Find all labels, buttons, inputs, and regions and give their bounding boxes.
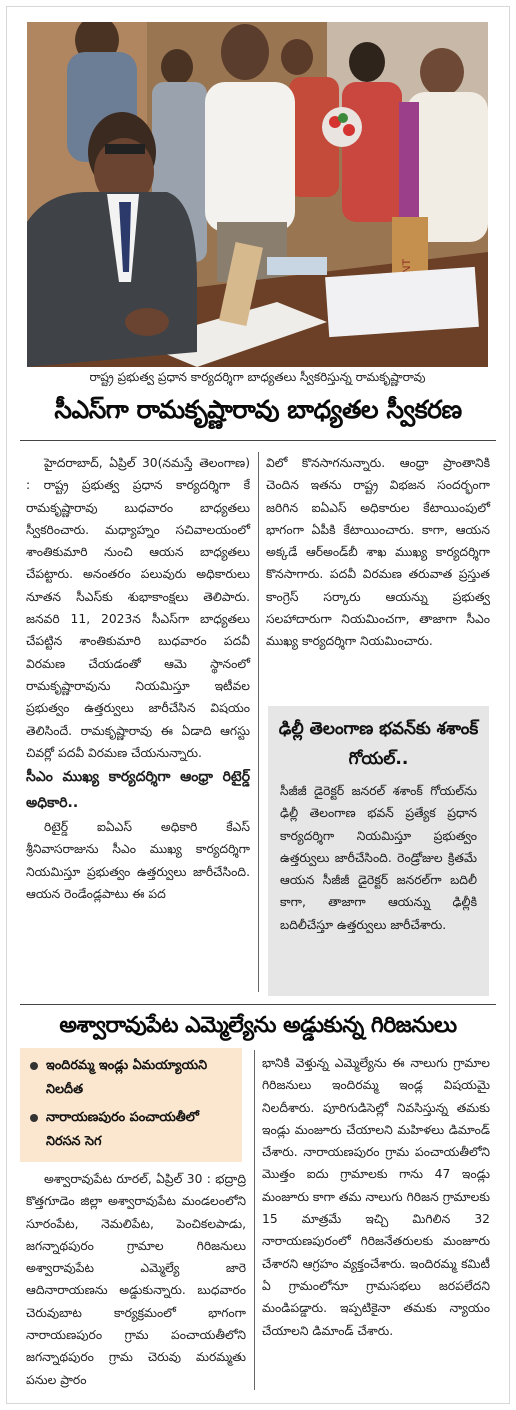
article2-para2: భానికి వెళ్తున్న ఎమ్మెల్యేను ఈ నాలుగు గ్రామాల గిరిజనులు ఇందిరమ్మ ఇండ్ల విషయమై నిలదీశారు. పూరిగుడిసెల్లో నివసిస్తున్న తమకు ఇండ్లు మంజూరు చేయాలని మహిళలు డిమాండ్ చేశారు. నారాయణపురం గ్రామ పంచాయతీలోని మొత్తం ఐదు గ్రామాలకు గాను 47 ఇండ్లు మంజూరు కాగా తమ నాలుగు గిరిజన గ్రామాలకు 15 మాత్రమే ఇచ్చి మిగిలిన 32 నారాయణపురంలో గిరిజనేతరులకు మంజూరు చేశారని ఆగ్రహం వ్యక్తంచేశారు. ఇందిరమ్మ కమిటీ ఏ గ్రామంలోనూ గ్రామసభలు జరపలేదని మండిపడ్డారు. ఇప్పటికైనా తమకు న్యాయం చేయాలని డిమాండ్ చేశారు. <box>262 1056 490 1338</box>
highlights-box <box>20 1048 242 1162</box>
article2-para1: అశ్వారావుపేట రూరల్, ఏప్రిల్ 30 : భద్రాద్రి కొత్తగూడెం జిల్లా అశ్వారావుపేట మండలంలోని సూరంపేట, నెమలిపేట, పెంచికలపాడు, జగన్నాథపురం గ్రామాల గిరిజనులు అశ్వారావుపేట ఎమ్మెల్యే జారె ఆదినారాయణను అడ్డుకున్నారు. బుధవారం చెరువుబాట కార్యక్రమంలో భాగంగా నారాయణపురం గ్రామ పంచాయతీలోని జగన్నాథపురం గ్రామ చెరువు మరమ్మతు పనుల ప్రారం <box>26 1172 246 1387</box>
column-divider <box>254 1050 255 1390</box>
article1-col1 <box>26 452 250 905</box>
article2-headline: అశ్వారావుపేట ఎమ్మెల్యేను అడ్డుకున్న గిరిజనులు <box>59 1013 457 1038</box>
bullet-icon <box>30 1114 38 1122</box>
bullet-icon <box>30 1062 38 1070</box>
article1-para1: హైదరాబాద్, ఏప్రిల్ 30(నమస్తే తెలంగాణ) : రాష్ట్ర ప్రభుత్వ ప్రధాన కార్యదర్శిగా కే రామకృష్ణారావు బుధవారం బాధ్యతలు స్వీకరించారు. మధ్యాహ్నం సచివాలయంలో శాంతికుమారి నుంచి ఆయన బాధ్యతలు చేపట్టారు. అనంతరం పలువురు అధికారులు నూతన సీఎస్‌కు శుభాకాంక్షలు తెలిపారు. జనవరి 11, 2023న సీఎస్‌గా బాధ్యతలు చేపట్టిన శాంతికుమారి బుధవారం పదవీ విరమణ చేయడంతో ఆమె స్థానంలో రామకృష్ణారావును నియమిస్తూ ఇటీవల ప్రభుత్వం ఉత్తర్వులు జారీచేసిన విషయం తెలిసిందే. రామకృష్ణారావు ఈ ఏడాది ఆగస్టు చివర్లో పదవీ విరమణ చేయనున్నారు. <box>26 456 250 760</box>
sidebox <box>268 706 489 996</box>
sidebox-headline: ఢిల్లీ తెలంగాణ భవన్‌కు శశాంక్ గోయల్.. <box>278 719 479 769</box>
news-photo <box>27 22 488 367</box>
photo-caption: రాష్ట్ర ప్రభుత్వ ప్రధాన కార్యదర్శిగా బాధ్యతలు స్వీకరిస్తున్న రామకృష్ణారావు <box>89 370 426 384</box>
article1-col2-text: విలో కొనసాగనున్నారు. ఆంధ్రా ప్రాంతానికి చెందిన ఇతను రాష్ట్ర విభజన సందర్భంగా జరిగిన ఐఏఎస్ అధికారుల కేటాయింపులో భాగంగా ఏపీకి కేటాయించారు. కాగా, ఆయన అక్కడే ఆర్‌అండ్‌బీ శాఖ ముఖ్య కార్యదర్శిగా కొనసాగారు. పదవీ విరమణ తరువాత ప్రస్తుత కాంగ్రెస్ సర్కారు ఆయన్ను ప్రభుత్వ సలహాదారుగా నియమించగా, తాజాగా సీఎం ముఖ్య కార్యదర్శిగా నియమించారు. <box>266 456 490 649</box>
article2-col2 <box>262 1052 490 1342</box>
section-rule <box>20 1004 496 1005</box>
article1-para2: రిటైర్డ్ ఐఏఎస్ అధికారి కేఎస్ శ్రీనివాసరాజును సీఎం ముఖ్య కార్యదర్శిగా నియమిస్తూ ప్రభుత్వం ఉత్తర్వులు జారీచేసింది. ఆయన రెండేండ్లపాటు ఈ పద <box>26 820 250 902</box>
article2-col1 <box>26 1168 246 1391</box>
sidebox-body: సీజీజీ డైరెక్టర్ జనరల్ శశాంక్ గోయల్‌ను ఢిల్లీ తెలంగాణ భవన్ ప్రత్యేక ప్రధాన కార్యదర్శిగా నియమిస్తూ ప్రభుత్వం ఉత్తర్వులు జారీచేసింది. రెండ్రోజుల క్రితమే ఆయన సీజీజీ డైరెక్టర్ జనరల్‌గా బదిలీ కాగా, తాజాగా ఆయన్ను ఢిల్లీకి బదిలీచేస్తూ ఉత్తర్వులు జారీచేశారు. <box>280 784 477 932</box>
highlight-item: నారాయణపురం పంచాయతీలో నిరసన సెగ <box>30 1106 232 1154</box>
article1-col2 <box>266 452 490 653</box>
column-divider <box>258 452 259 992</box>
article1-subhead: సీఎం ముఖ్య కార్యదర్శిగా ఆంధ్రా రిటైర్డ్ అధికారి.. <box>26 769 250 812</box>
article1-headline: సీఎస్‌గా రామకృష్ణారావు బాధ్యతల స్వీకరణ <box>54 395 462 424</box>
headline-rule <box>20 440 496 441</box>
highlight-item: ఇందిరమ్మ ఇండ్లు ఏమయ్యాయని నిలదీత <box>30 1054 232 1102</box>
photo-illustration <box>27 22 488 367</box>
